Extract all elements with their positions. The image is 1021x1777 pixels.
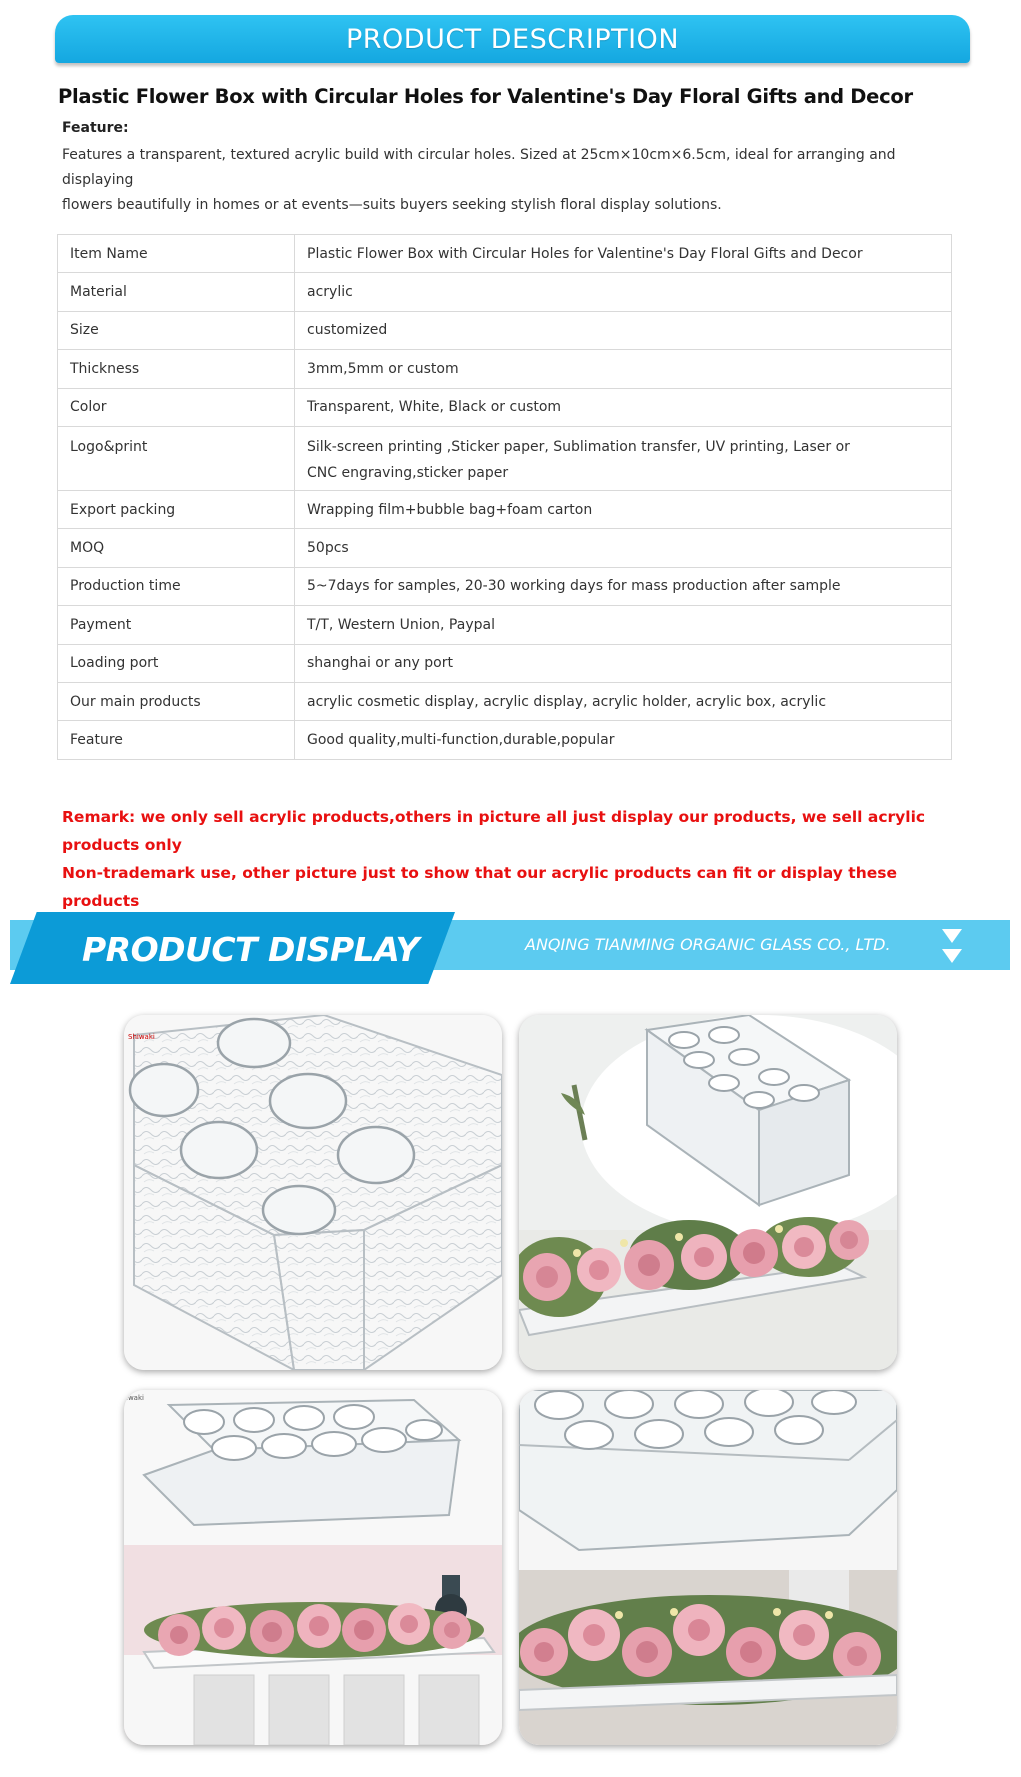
spec-key: Material	[58, 273, 295, 311]
spec-value: 3mm,5mm or custom	[295, 350, 952, 388]
table-row	[58, 567, 952, 605]
table-row	[58, 426, 952, 490]
remark-notice	[62, 803, 962, 915]
spec-value-line: Silk-screen printing ,Sticker paper, Sublimation transfer, UV printing, Laser or	[307, 438, 850, 455]
product-photo-topview-roses	[519, 1390, 897, 1745]
product-photo-shelf-display	[124, 1390, 502, 1745]
company-name: ANQING TIANMING ORGANIC GLASS CO., LTD.	[525, 935, 891, 954]
spec-key: Payment	[58, 606, 295, 644]
spec-key: Loading port	[58, 644, 295, 682]
spec-value: acrylic cosmetic display, acrylic display, acrylic holder, acrylic box, acrylic	[295, 682, 952, 720]
spec-value: shanghai or any port	[295, 644, 952, 682]
product-display-banner	[10, 912, 1010, 984]
spec-value: Plastic Flower Box with Circular Holes for Valentine's Day Floral Gifts and Decor	[295, 235, 952, 273]
spec-value-line: CNC engraving,sticker paper	[307, 464, 509, 481]
feature-description	[62, 143, 962, 218]
remark-line: products only	[62, 836, 182, 854]
spec-key: MOQ	[58, 529, 295, 567]
display-title: PRODUCT DISPLAY	[82, 930, 419, 969]
spec-value: Good quality,multi-function,durable,popular	[295, 721, 952, 759]
spec-key: Feature	[58, 721, 295, 759]
table-row	[58, 388, 952, 426]
spec-key: Size	[58, 311, 295, 349]
watermark-logo: iwaki	[126, 1394, 144, 1402]
remark-line: Non-trademark use, other picture just to show that our acrylic products can fit or display these products	[62, 864, 897, 910]
product-description-banner	[55, 15, 970, 63]
table-row	[58, 235, 952, 273]
table-row	[58, 490, 952, 528]
table-row	[58, 606, 952, 644]
table-row	[58, 273, 952, 311]
spec-value: T/T, Western Union, Paypal	[295, 606, 952, 644]
spec-value: acrylic	[295, 273, 952, 311]
spec-key: Thickness	[58, 350, 295, 388]
feature-line: flowers beautifully in homes or at events—suits buyers seeking stylish floral display solutions.	[62, 197, 722, 213]
spec-value: Transparent, White, Black or custom	[295, 388, 952, 426]
spec-value: 50pcs	[295, 529, 952, 567]
spec-key: Our main products	[58, 682, 295, 720]
spec-key: Logo&print	[58, 426, 295, 490]
feature-line: Features a transparent, textured acrylic build with circular holes. Sized at 25cm×10cm×6.5cm, ideal for arranging and	[62, 147, 896, 163]
product-photo-closeup	[124, 1015, 502, 1370]
product-title: Plastic Flower Box with Circular Holes for Valentine's Day Floral Gifts and Decor	[58, 85, 913, 108]
product-photo-roses-display	[519, 1015, 897, 1370]
remark-line: Remark: we only sell acrylic products,others in picture all just display our products, we sell acrylic	[62, 808, 926, 826]
table-row	[58, 721, 952, 759]
table-row	[58, 311, 952, 349]
feature-line: displaying	[62, 172, 134, 188]
spec-value: customized	[295, 311, 952, 349]
spec-value	[295, 426, 952, 490]
spec-key: Production time	[58, 567, 295, 605]
double-chevron-down-icon	[940, 927, 964, 967]
spec-key: Item Name	[58, 235, 295, 273]
table-row	[58, 682, 952, 720]
spec-key: Export packing	[58, 490, 295, 528]
table-row	[58, 350, 952, 388]
table-row	[58, 644, 952, 682]
feature-heading: Feature:	[62, 120, 129, 136]
watermark-logo: Shiwaki	[128, 1033, 155, 1041]
spec-value: 5~7days for samples, 20-30 working days for mass production after sample	[295, 567, 952, 605]
spec-table	[57, 234, 952, 760]
table-row	[58, 529, 952, 567]
banner-title: PRODUCT DESCRIPTION	[345, 23, 680, 55]
spec-key: Color	[58, 388, 295, 426]
spec-value: Wrapping film+bubble bag+foam carton	[295, 490, 952, 528]
